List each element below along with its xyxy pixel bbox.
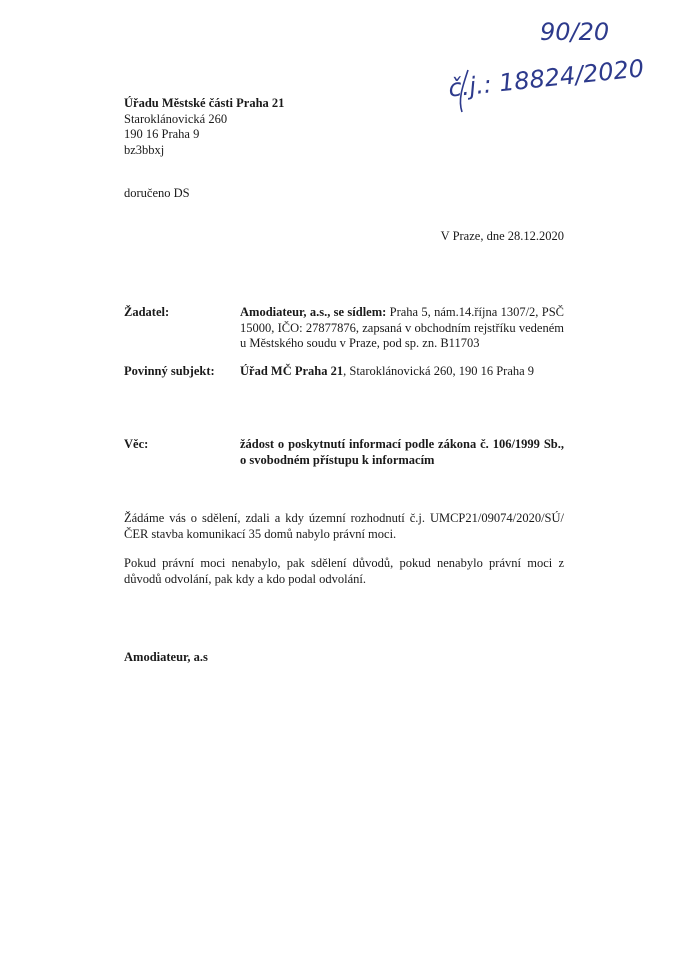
delivery-note: doručeno DS bbox=[124, 186, 190, 200]
subject-text: žádost o poskytnutí informací podle zákona č. 106/1999 Sb., o svobodném přístupu k informacím bbox=[240, 437, 564, 467]
recipient-city: 190 16 Praha 9 bbox=[124, 127, 200, 141]
recipient-ds-id: bz3bbxj bbox=[124, 142, 165, 157]
applicant-value bbox=[240, 305, 564, 352]
handwritten-annotation bbox=[440, 8, 670, 118]
date-line: V Praze, dne 28.12.2020 bbox=[440, 229, 564, 243]
signature: Amodiateur, a.s bbox=[124, 650, 208, 664]
body-paragraph-2: Pokud právní moci nenabylo, pak sdělení důvodů, pokud nenabylo právní moci z důvodů odvolání, pak kdy a kdo podal odvolání. bbox=[124, 556, 564, 586]
subject-label: Věc: bbox=[124, 437, 149, 451]
recipient-street: Staroklánovická 260 bbox=[124, 111, 228, 126]
applicant-label: Žadatel: bbox=[124, 305, 170, 319]
obliged-value bbox=[240, 364, 564, 380]
handwritten-case-number: č.j.: 18824/2020 bbox=[447, 54, 646, 103]
obliged-name: Úřad MČ Praha 21 bbox=[240, 364, 344, 378]
recipient-name: Úřadu Městské části Praha 21 bbox=[124, 96, 285, 110]
applicant-details: Praha 5, nám.14.října 1307/2, PSČ 15000, IČO: 27877876, zapsaná v obchodním rejstříku vedeném u Městského soudu v Praze, pod sp. zn. B11703 bbox=[240, 305, 564, 350]
handwritten-ref-number: 90/20 bbox=[540, 18, 610, 46]
recipient-address bbox=[124, 96, 284, 158]
body-paragraph-1: Žádáme vás o sdělení, zdali a kdy územní rozhodnutí č.j. UMCP21/09074/2020/SÚ/ČER stavba komunikací 35 domů nabylo právní moci. bbox=[124, 511, 564, 541]
applicant-name: Amodiateur, a.s., se sídlem: bbox=[240, 305, 387, 319]
obliged-details: , Staroklánovická 260, 190 16 Praha 9 bbox=[343, 364, 535, 378]
obliged-label: Povinný subjekt: bbox=[124, 364, 215, 378]
handwriting-svg bbox=[440, 8, 670, 118]
